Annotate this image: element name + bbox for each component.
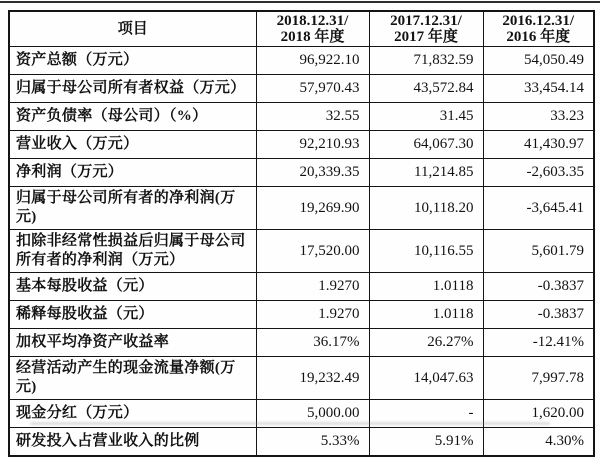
financial-summary-table [8, 10, 595, 457]
value-2016: 7,997.78 [483, 357, 594, 400]
value-2018: 57,970.43 [256, 75, 369, 103]
period-date-2018: 2018.12.31/ [276, 13, 349, 29]
period-year-2016: 2016 年度 [506, 29, 571, 45]
value-2017: 1.0118 [369, 301, 483, 329]
row-label: 稀释每股收益（元） [9, 301, 256, 329]
value-2018: 96,922.10 [256, 47, 369, 75]
table-row-net-profit [9, 159, 594, 187]
value-2017: 10,118.20 [369, 187, 483, 230]
value-2018: 20,339.35 [256, 159, 369, 187]
row-label: 扣除非经常性损益后归属于母公司所有者的净利润（万元） [9, 230, 256, 273]
value-2017: 10,116.55 [369, 230, 483, 273]
table-row-basic-eps [9, 273, 594, 301]
value-2016: 1,620.00 [483, 400, 594, 428]
value-2017: 26.27% [369, 329, 483, 357]
value-2018: 19,269.90 [256, 187, 369, 230]
row-label: 营业收入（万元） [9, 131, 256, 159]
table-row-weighted-roe [9, 329, 594, 357]
row-label: 归属于母公司所有者权益（万元） [9, 75, 256, 103]
table-row-operating-cash-flow [9, 357, 594, 400]
value-2016: 41,430.97 [483, 131, 594, 159]
period-year-2018: 2018 年度 [280, 29, 345, 45]
row-label: 资产负债率（母公司）（%） [9, 103, 256, 131]
table-row-rd-revenue-ratio [9, 428, 594, 456]
table-row-debt-ratio [9, 103, 594, 131]
value-2018: 1.9270 [256, 301, 369, 329]
page-top-rule [0, 1, 600, 3]
value-2017: 71,832.59 [369, 47, 483, 75]
row-label: 加权平均净资产收益率 [9, 329, 256, 357]
table-row-operating-revenue [9, 131, 594, 159]
value-2018: 17,520.00 [256, 230, 369, 273]
value-2016: 33.23 [483, 103, 594, 131]
value-2018: 36.17% [256, 329, 369, 357]
value-2018: 19,232.49 [256, 357, 369, 400]
value-2016: 4.30% [483, 428, 594, 456]
row-label: 净利润（万元） [9, 159, 256, 187]
row-label: 资产总额（万元） [9, 47, 256, 75]
value-2018: 92,210.93 [256, 131, 369, 159]
value-2017: 5.91% [369, 428, 483, 456]
table-row-parent-equity [9, 75, 594, 103]
row-label: 归属于母公司所有者的净利润(万元) [9, 187, 256, 230]
column-header-2016 [483, 11, 594, 47]
value-2017: 43,572.84 [369, 75, 483, 103]
row-label: 现金分红（万元） [9, 400, 256, 428]
value-2017: 64,067.30 [369, 131, 483, 159]
column-header-2017 [369, 11, 483, 47]
value-2016: -3,645.41 [483, 187, 594, 230]
column-header-item: 项目 [9, 11, 256, 47]
table-row-parent-net-profit [9, 187, 594, 230]
row-label: 经营活动产生的现金流量净额(万元) [9, 357, 256, 400]
period-date-2016: 2016.12.31/ [502, 13, 575, 29]
table-row-diluted-eps [9, 301, 594, 329]
column-header-2018 [256, 11, 369, 47]
period-year-2017: 2017 年度 [394, 29, 458, 45]
value-2016: -2,603.35 [483, 159, 594, 187]
value-2017: 14,047.63 [369, 357, 483, 400]
scan-artifact [30, 422, 550, 425]
row-label: 研发投入占营业收入的比例 [9, 428, 256, 456]
value-2016: -12.41% [483, 329, 594, 357]
period-date-2017: 2017.12.31/ [390, 13, 462, 29]
value-2016: 33,454.14 [483, 75, 594, 103]
value-2017: 1.0118 [369, 273, 483, 301]
value-2016: 5,601.79 [483, 230, 594, 273]
table-header-row [9, 11, 594, 47]
value-2018: 1.9270 [256, 273, 369, 301]
value-2018: 5,000.00 [256, 400, 369, 428]
value-2016: 54,050.49 [483, 47, 594, 75]
value-2016: -0.3837 [483, 273, 594, 301]
value-2018: 32.55 [256, 103, 369, 131]
row-label: 基本每股收益（元） [9, 273, 256, 301]
table-row-total-assets [9, 47, 594, 75]
value-2016: -0.3837 [483, 301, 594, 329]
table-row-deducted-net-profit [9, 230, 594, 273]
value-2017: - [369, 400, 483, 428]
value-2018: 5.33% [256, 428, 369, 456]
value-2017: 31.45 [369, 103, 483, 131]
value-2017: 11,214.85 [369, 159, 483, 187]
